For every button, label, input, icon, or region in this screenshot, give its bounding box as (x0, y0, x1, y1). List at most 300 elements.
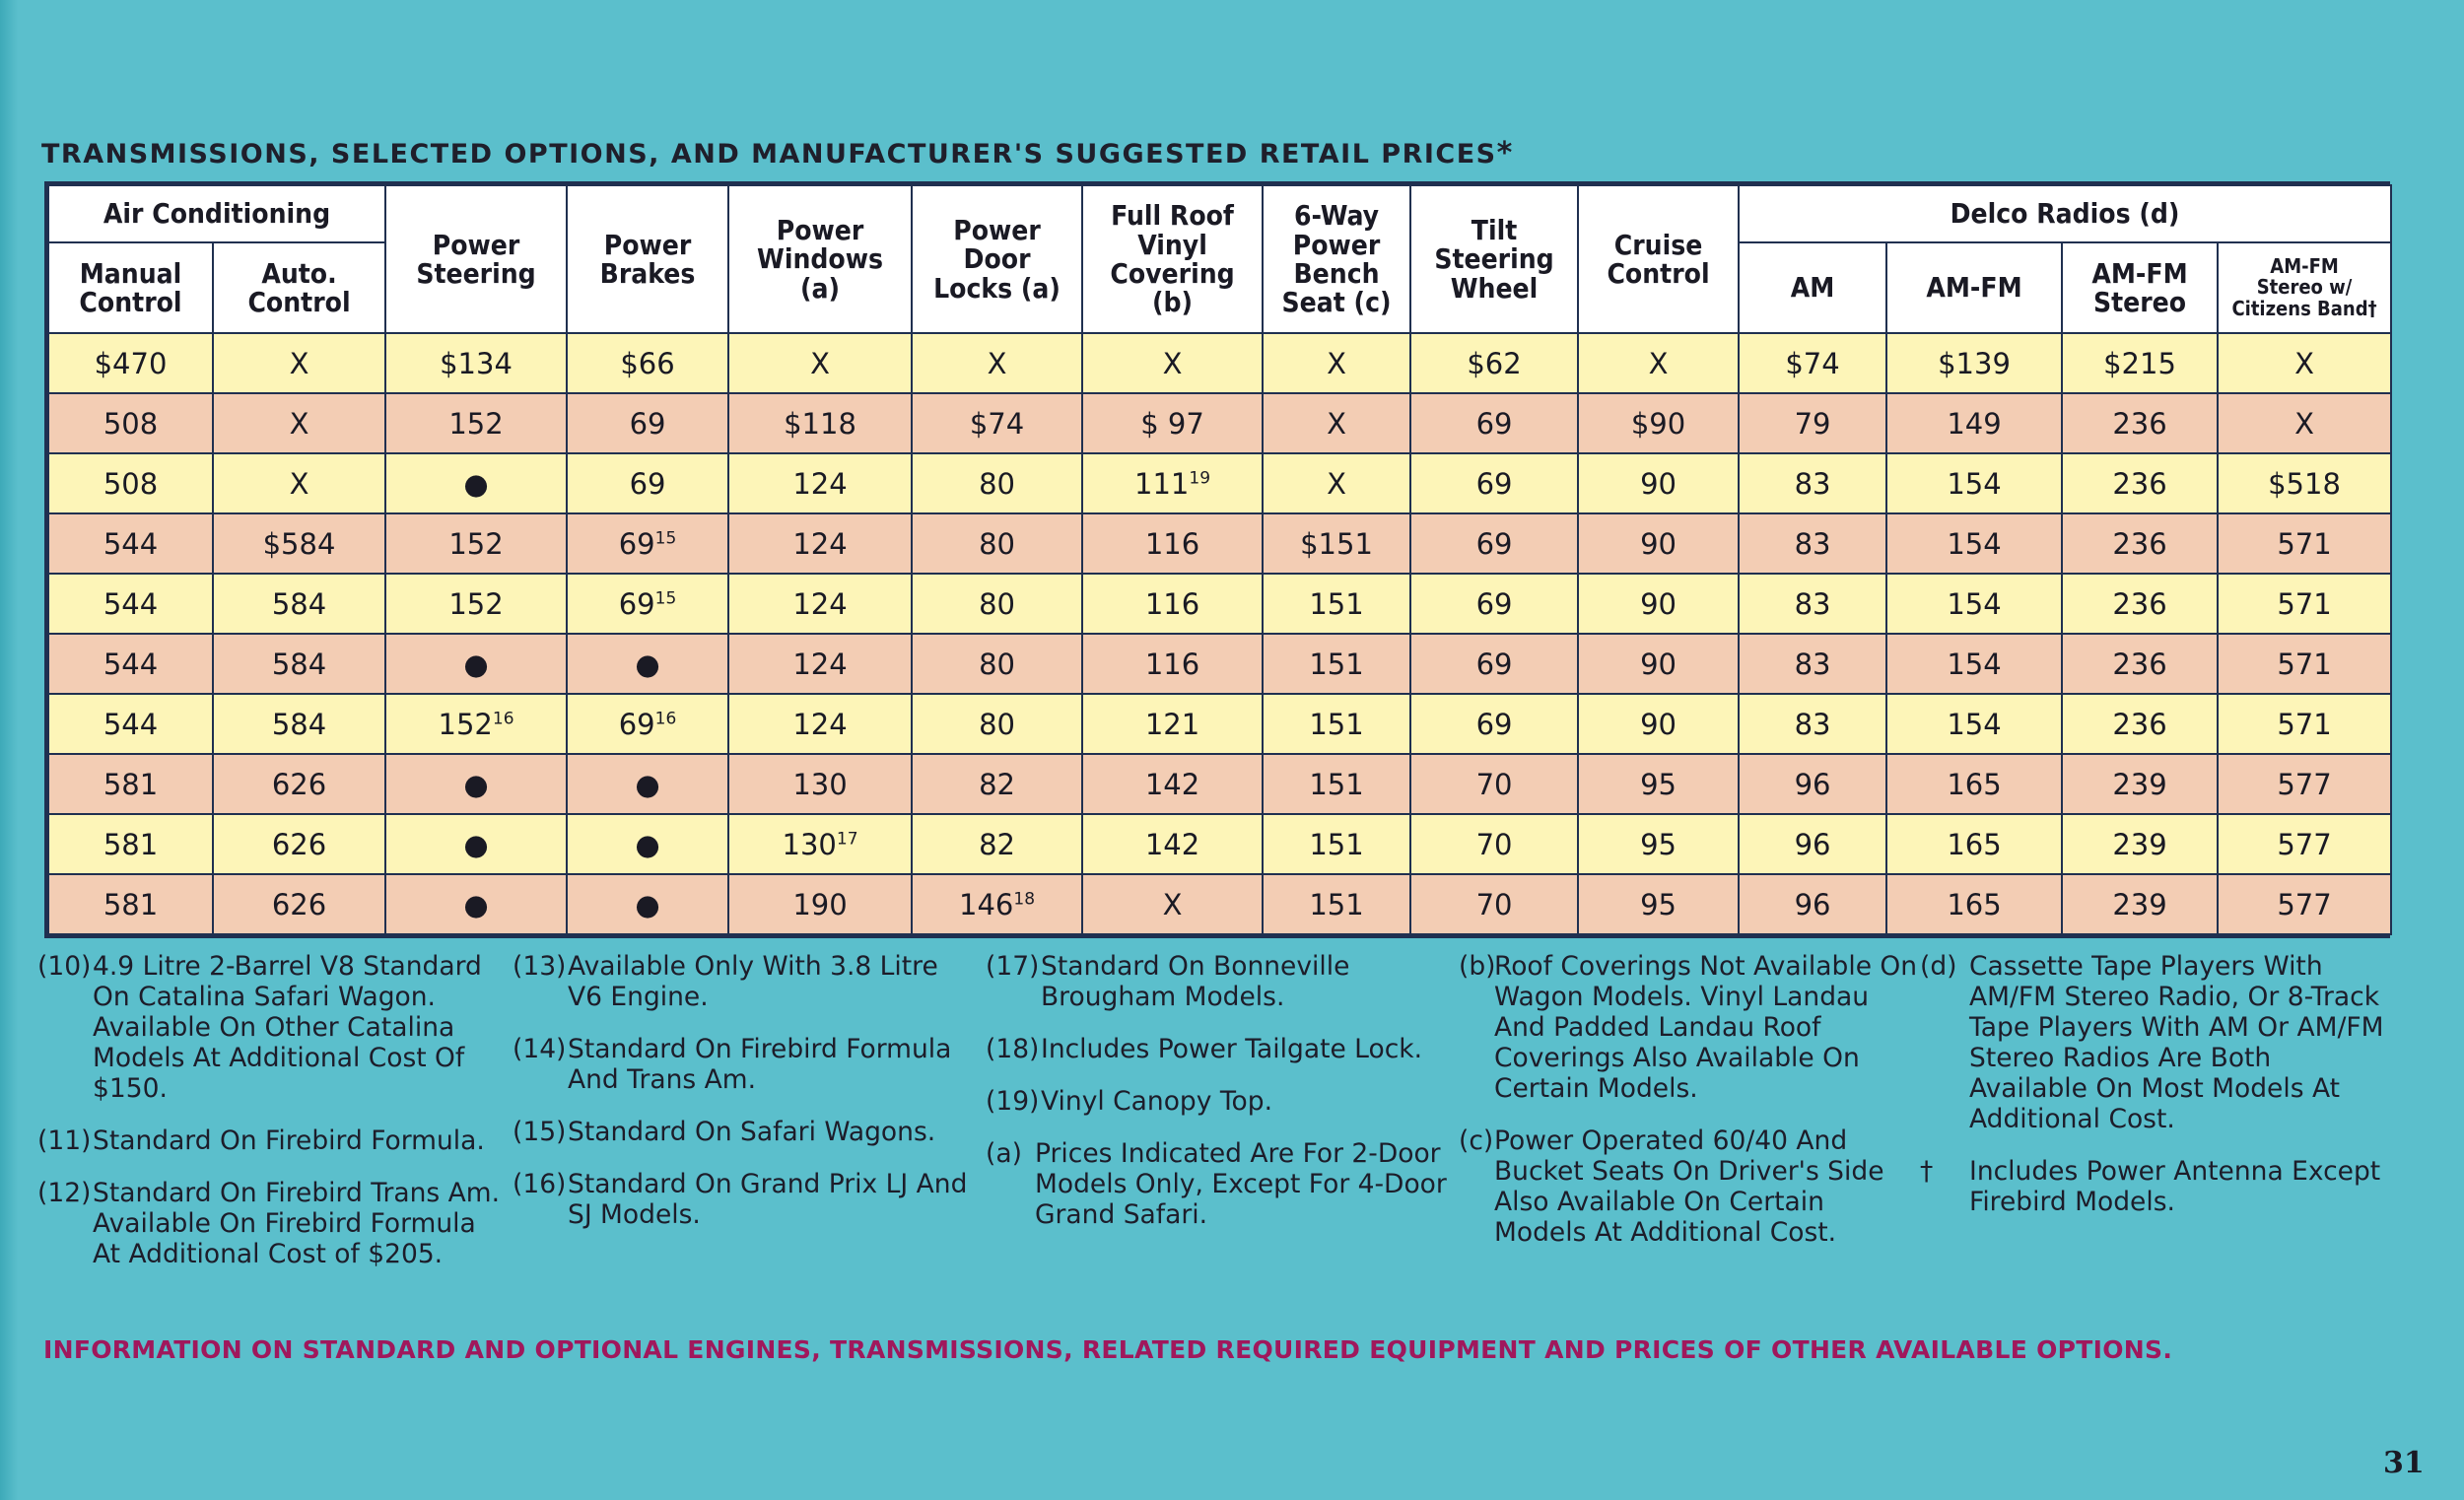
cell-value: 121 (1144, 707, 1200, 741)
cell-value: $66 (620, 346, 675, 380)
cell-value: 69 (1475, 406, 1513, 441)
table-cell (1263, 634, 1410, 694)
table-cell (48, 754, 213, 814)
heading-text: TRANSMISSIONS, SELECTED OPTIONS, AND MANUFACTURER'S SUGGESTED RETAIL PRICES (41, 139, 1497, 170)
cell-value: 236 (2112, 586, 2167, 621)
table-cell (567, 393, 728, 453)
table-cell (1263, 393, 1410, 453)
cell-value: $ 97 (1140, 406, 1204, 441)
table-cell (728, 874, 912, 934)
cell-value: 571 (2277, 707, 2332, 741)
cell-value: 154 (1947, 647, 2002, 681)
cell-value: 95 (1640, 827, 1677, 861)
table-cell (1263, 574, 1410, 634)
table-cell (912, 513, 1082, 574)
table-cell (2062, 634, 2218, 694)
cell-value: 90 (1640, 586, 1677, 621)
table-cell (385, 453, 567, 513)
cell-value: 80 (979, 526, 1015, 561)
col-header-am: AM (1739, 242, 1886, 333)
footnote-text: Vinyl Canopy Top. (1041, 1086, 1272, 1117)
table-row (48, 754, 2391, 814)
table-row (48, 874, 2391, 934)
col-header-cruise-control: Cruise Control (1578, 185, 1739, 333)
table-cell (912, 634, 1082, 694)
footnote-ref: 17 (836, 828, 858, 849)
cell-value: 142 (1144, 767, 1200, 801)
cell-value: ● (635, 827, 660, 861)
cell-value: 90 (1640, 707, 1677, 741)
cell-value: 571 (2277, 526, 2332, 561)
footnote-number: (12) (37, 1178, 92, 1208)
table-cell (1410, 874, 1578, 934)
table-cell (1886, 574, 2062, 634)
cell-value: ● (463, 466, 489, 501)
table-cell (1263, 754, 1410, 814)
footnote (37, 951, 511, 1104)
table-cell (912, 453, 1082, 513)
footnote-number: (c) (1459, 1125, 1494, 1156)
footnote-ref: 16 (492, 708, 514, 728)
cell-value: 571 (2277, 586, 2332, 621)
table-cell (48, 694, 213, 754)
cell-value: 236 (2112, 406, 2167, 441)
table-row (48, 574, 2391, 634)
cell-value: 69 (629, 406, 666, 441)
table-cell (1410, 393, 1578, 453)
table-cell (1578, 694, 1739, 754)
table-cell (2062, 694, 2218, 754)
cell-value: 151 (1309, 767, 1364, 801)
page-edge-shadow (0, 0, 18, 1500)
cell-value: 69 (629, 466, 666, 501)
table-cell (2062, 814, 2218, 874)
table-cell (1082, 634, 1263, 694)
footnote (986, 1086, 1449, 1117)
table-cell (1410, 754, 1578, 814)
cell-value: 151 (1309, 827, 1364, 861)
footnote-number: (17) (986, 951, 1040, 982)
footnote (513, 951, 976, 1012)
cell-value: 69 (618, 526, 655, 561)
table-cell (1263, 333, 1410, 393)
table-cell (2062, 393, 2218, 453)
cell-value: 90 (1640, 466, 1677, 501)
cell-value: 626 (271, 887, 327, 921)
cell-value: 69 (1475, 586, 1513, 621)
table-cell (567, 694, 728, 754)
cell-value: 124 (792, 466, 848, 501)
table-cell (1886, 814, 2062, 874)
cell-value: 90 (1640, 526, 1677, 561)
table-cell (213, 333, 385, 393)
table-cell (1410, 634, 1578, 694)
table-cell (567, 574, 728, 634)
table-cell (912, 814, 1082, 874)
table-cell (213, 814, 385, 874)
cell-value: 124 (792, 647, 848, 681)
cell-value: ● (463, 827, 489, 861)
cell-value: 154 (1947, 586, 2002, 621)
cell-value: 80 (979, 647, 1015, 681)
footnote-text: Roof Coverings Not Available On Wagon Models. Vinyl Landau And Padded Landau Roof Coverings Also Available On Certain Models. (1494, 951, 1918, 1104)
footnote-text: Prices Indicated Are For 2-Door Models Only, Except For 4-Door Grand Safari. (1035, 1138, 1447, 1230)
table-cell (2218, 634, 2391, 694)
table-cell (213, 754, 385, 814)
table-cell (2218, 754, 2391, 814)
cell-value: 581 (103, 887, 159, 921)
heading-asterisk: * (1496, 136, 1514, 170)
cell-value: ● (463, 887, 489, 921)
table-cell (2062, 874, 2218, 934)
footnote-text: Standard On Firebird Formula. (93, 1125, 485, 1156)
footnote (37, 1178, 511, 1269)
table-cell (1082, 694, 1263, 754)
cell-value: 80 (979, 707, 1015, 741)
cell-value: 152 (448, 406, 504, 441)
footnote-number: † (1920, 1156, 1934, 1187)
cell-value: $90 (1630, 406, 1686, 441)
cell-value: $134 (440, 346, 513, 380)
table-cell (567, 754, 728, 814)
cell-value: 577 (2277, 827, 2332, 861)
cell-value: X (1327, 406, 1346, 441)
cell-value: 152 (448, 586, 504, 621)
table-cell (1739, 453, 1886, 513)
cell-value: 571 (2277, 647, 2332, 681)
table-cell (1886, 694, 2062, 754)
table-cell (1082, 393, 1263, 453)
table-cell (1410, 453, 1578, 513)
cell-value: 152 (448, 526, 504, 561)
footnote-number: (11) (37, 1125, 92, 1156)
footnotes-column-2 (513, 951, 976, 1252)
cell-value: ● (463, 647, 489, 681)
cell-value: X (987, 346, 1007, 380)
table-cell (1410, 694, 1578, 754)
col-header-power-door-locks: Power Door Locks (a) (912, 185, 1082, 333)
table-cell (1886, 453, 2062, 513)
cell-value: 80 (979, 586, 1015, 621)
table-cell (728, 453, 912, 513)
cell-value: 116 (1144, 526, 1200, 561)
col-header-am-fm-stereo: AM-FM Stereo (2062, 242, 2218, 333)
table-cell (728, 333, 912, 393)
footnote-ref: 15 (654, 587, 677, 608)
cell-value: $74 (969, 406, 1025, 441)
table-cell (1410, 333, 1578, 393)
cell-value: 584 (271, 586, 327, 621)
table-cell (1263, 453, 1410, 513)
table-cell (1578, 393, 1739, 453)
table-cell (1886, 874, 2062, 934)
cell-value: 90 (1640, 647, 1677, 681)
table-cell (1886, 393, 2062, 453)
table-cell (912, 754, 1082, 814)
table-cell (385, 694, 567, 754)
table-cell (2062, 754, 2218, 814)
table-cell (385, 393, 567, 453)
table-cell (912, 874, 1082, 934)
table-cell (1886, 513, 2062, 574)
table-cell (2062, 513, 2218, 574)
footnote-number: (10) (37, 951, 92, 982)
table-cell (567, 453, 728, 513)
cell-value: 130 (782, 827, 837, 861)
price-table (47, 184, 2392, 935)
cell-value: $518 (2268, 466, 2341, 501)
table-row (48, 393, 2391, 453)
table-cell (48, 453, 213, 513)
cell-value: 508 (103, 466, 159, 501)
footnote-number: (14) (513, 1034, 567, 1064)
cell-value: 236 (2112, 526, 2167, 561)
cell-value: 79 (1794, 406, 1831, 441)
cell-value: 70 (1475, 827, 1513, 861)
cell-value: X (289, 406, 309, 441)
table-cell (2218, 874, 2391, 934)
table-cell (1410, 574, 1578, 634)
table-cell (728, 754, 912, 814)
table-cell (213, 513, 385, 574)
cell-value: X (1162, 346, 1183, 380)
footnote (37, 1125, 511, 1156)
table-cell (2218, 393, 2391, 453)
cell-value: X (2294, 346, 2314, 380)
cell-value: 69 (1475, 647, 1513, 681)
footnote-number: (16) (513, 1169, 567, 1199)
footnotes-column-4 (1459, 951, 1922, 1269)
cell-value: 584 (271, 647, 327, 681)
table-cell (1739, 874, 1886, 934)
cell-value: 82 (979, 767, 1015, 801)
cell-value: 83 (1794, 707, 1831, 741)
table-cell (1082, 513, 1263, 574)
table-cell (1578, 513, 1739, 574)
table-cell (1410, 814, 1578, 874)
cell-value: $62 (1467, 346, 1522, 380)
table-cell (1082, 453, 1263, 513)
table-cell (48, 513, 213, 574)
cell-value: 69 (1475, 526, 1513, 561)
footnote-text: Standard On Bonneville Brougham Models. (1041, 951, 1350, 1012)
cell-value: $118 (784, 406, 856, 441)
table-cell (1578, 453, 1739, 513)
cell-value: 165 (1947, 887, 2002, 921)
col-header-tilt-steering: Tilt Steering Wheel (1410, 185, 1578, 333)
table-cell (385, 754, 567, 814)
table-cell (1263, 513, 1410, 574)
table-cell (48, 634, 213, 694)
table-cell (728, 814, 912, 874)
cell-value: 124 (792, 526, 848, 561)
table-cell (1082, 874, 1263, 934)
cell-value: 151 (1309, 887, 1364, 921)
cell-value: 165 (1947, 827, 2002, 861)
footnote (513, 1034, 976, 1095)
cell-value: $139 (1938, 346, 2011, 380)
cell-value: 83 (1794, 647, 1831, 681)
cell-value: 544 (103, 586, 159, 621)
cell-value: 236 (2112, 466, 2167, 501)
table-cell (728, 574, 912, 634)
table-cell (48, 393, 213, 453)
cell-value: $215 (2103, 346, 2176, 380)
cell-value: 124 (792, 586, 848, 621)
cell-value: 626 (271, 827, 327, 861)
table-cell (728, 634, 912, 694)
table-cell (1082, 333, 1263, 393)
table-cell (1886, 754, 2062, 814)
footnote-text: Includes Power Antenna Except Firebird Models. (1969, 1156, 2381, 1217)
table-cell (2062, 333, 2218, 393)
page-heading (41, 136, 1514, 170)
cell-value: 69 (1475, 466, 1513, 501)
table-row (48, 453, 2391, 513)
table-cell (213, 574, 385, 634)
footnote (1459, 951, 1922, 1104)
footnote-number: (15) (513, 1117, 567, 1147)
table-cell (2218, 694, 2391, 754)
footer-info-line: INFORMATION ON STANDARD AND OPTIONAL ENGINES, TRANSMISSIONS, RELATED REQUIRED EQUIPMENT AND PRICES OF OTHER AVAILABLE OPTIONS. (43, 1335, 2173, 1364)
cell-value: 146 (959, 887, 1014, 921)
table-cell (1739, 634, 1886, 694)
table-cell (567, 814, 728, 874)
table-cell (1263, 694, 1410, 754)
footnote-text: Standard On Firebird Formula And Trans Am. (568, 1034, 952, 1095)
cell-value: 80 (979, 466, 1015, 501)
cell-value: 581 (103, 767, 159, 801)
cell-value: X (1327, 346, 1346, 380)
footnote-text: Available Only With 3.8 Litre V6 Engine. (568, 951, 938, 1012)
cell-value: $584 (262, 526, 336, 561)
cell-value: 142 (1144, 827, 1200, 861)
table-cell (385, 513, 567, 574)
cell-value: 130 (792, 767, 848, 801)
cell-value: 152 (438, 707, 493, 741)
table-cell (385, 634, 567, 694)
table-cell (567, 634, 728, 694)
col-header-power-bench-seat: 6-Way Power Bench Seat (c) (1263, 185, 1410, 333)
footnote-text: Power Operated 60/40 And Bucket Seats On Driver's Side Also Available On Certain Models At Additional Cost. (1494, 1125, 1884, 1248)
footnote-ref: 16 (654, 708, 677, 728)
col-header-power-steering: Power Steering (385, 185, 567, 333)
cell-value: 70 (1475, 887, 1513, 921)
cell-value: 151 (1309, 586, 1364, 621)
cell-value: 190 (792, 887, 848, 921)
footnote-text: Standard On Grand Prix LJ And SJ Models. (568, 1169, 968, 1230)
cell-value: X (1162, 887, 1183, 921)
footnote-number: (b) (1459, 951, 1496, 982)
table-header (48, 185, 2391, 333)
table-body (48, 333, 2391, 934)
table-cell (2218, 333, 2391, 393)
table-cell (728, 393, 912, 453)
cell-value: 95 (1640, 887, 1677, 921)
footnote-ref: 18 (1013, 888, 1036, 909)
table-row (48, 333, 2391, 393)
table-cell (1578, 574, 1739, 634)
table-cell (912, 333, 1082, 393)
footnote-number: (13) (513, 951, 567, 982)
table-row (48, 513, 2391, 574)
table-cell (48, 814, 213, 874)
footnote (1920, 1156, 2393, 1217)
cell-value: 544 (103, 707, 159, 741)
table-cell (567, 513, 728, 574)
cell-value: 236 (2112, 647, 2167, 681)
cell-value: 626 (271, 767, 327, 801)
table-cell (213, 393, 385, 453)
col-header-citizens-band: AM-FM Stereo w/ Citizens Band† (2218, 242, 2391, 333)
footnote-text: 4.9 Litre 2-Barrel V8 Standard On Catalina Safari Wagon. Available On Other Catalina Models At Additional Cost Of $150. (93, 951, 482, 1104)
table-cell (48, 333, 213, 393)
table-cell (567, 333, 728, 393)
col-header-vinyl-covering: Full Roof Vinyl Covering (b) (1082, 185, 1263, 333)
cell-value: 577 (2277, 887, 2332, 921)
cell-value: 69 (618, 586, 655, 621)
cell-value: 544 (103, 526, 159, 561)
footnotes-column-1 (37, 951, 511, 1291)
footnote-text: Includes Power Tailgate Lock. (1041, 1034, 1423, 1064)
table-cell (1263, 814, 1410, 874)
footnote-text: Standard On Firebird Trans Am. Available On Firebird Formula At Additional Cost of $205. (93, 1178, 501, 1269)
table-cell (912, 393, 1082, 453)
table-cell (2218, 574, 2391, 634)
cell-value: 83 (1794, 586, 1831, 621)
footnote (986, 951, 1449, 1012)
cell-value: 96 (1794, 767, 1831, 801)
table-cell (1578, 333, 1739, 393)
cell-value: $470 (94, 346, 168, 380)
footnote (1920, 951, 2393, 1134)
table-cell (1739, 754, 1886, 814)
table-cell (1886, 333, 2062, 393)
table-cell (2062, 453, 2218, 513)
cell-value: ● (635, 647, 660, 681)
cell-value: 96 (1794, 827, 1831, 861)
table-cell (1082, 754, 1263, 814)
table-row (48, 814, 2391, 874)
cell-value: $151 (1300, 526, 1373, 561)
footnote (986, 1034, 1449, 1064)
cell-value: X (289, 346, 309, 380)
cell-value: 83 (1794, 526, 1831, 561)
delco-radios-header: Delco Radios (d) (1739, 185, 2391, 242)
cell-value: 154 (1947, 466, 2002, 501)
cell-value: 149 (1947, 406, 2002, 441)
air-conditioning-header: Air Conditioning (48, 185, 385, 242)
cell-value: X (289, 466, 309, 501)
table-cell (213, 694, 385, 754)
table-cell (1739, 393, 1886, 453)
table-cell (1739, 333, 1886, 393)
cell-value: 111 (1134, 466, 1190, 501)
table-cell (1739, 814, 1886, 874)
col-header-manual-control: Manual Control (48, 242, 213, 333)
cell-value: 239 (2112, 767, 2167, 801)
cell-value: 83 (1794, 466, 1831, 501)
cell-value: 236 (2112, 707, 2167, 741)
table-cell (213, 634, 385, 694)
table-cell (385, 574, 567, 634)
table-cell (213, 453, 385, 513)
table-cell (2218, 513, 2391, 574)
table-cell (1410, 513, 1578, 574)
cell-value: 151 (1309, 647, 1364, 681)
table-cell (1578, 634, 1739, 694)
table-cell (385, 874, 567, 934)
